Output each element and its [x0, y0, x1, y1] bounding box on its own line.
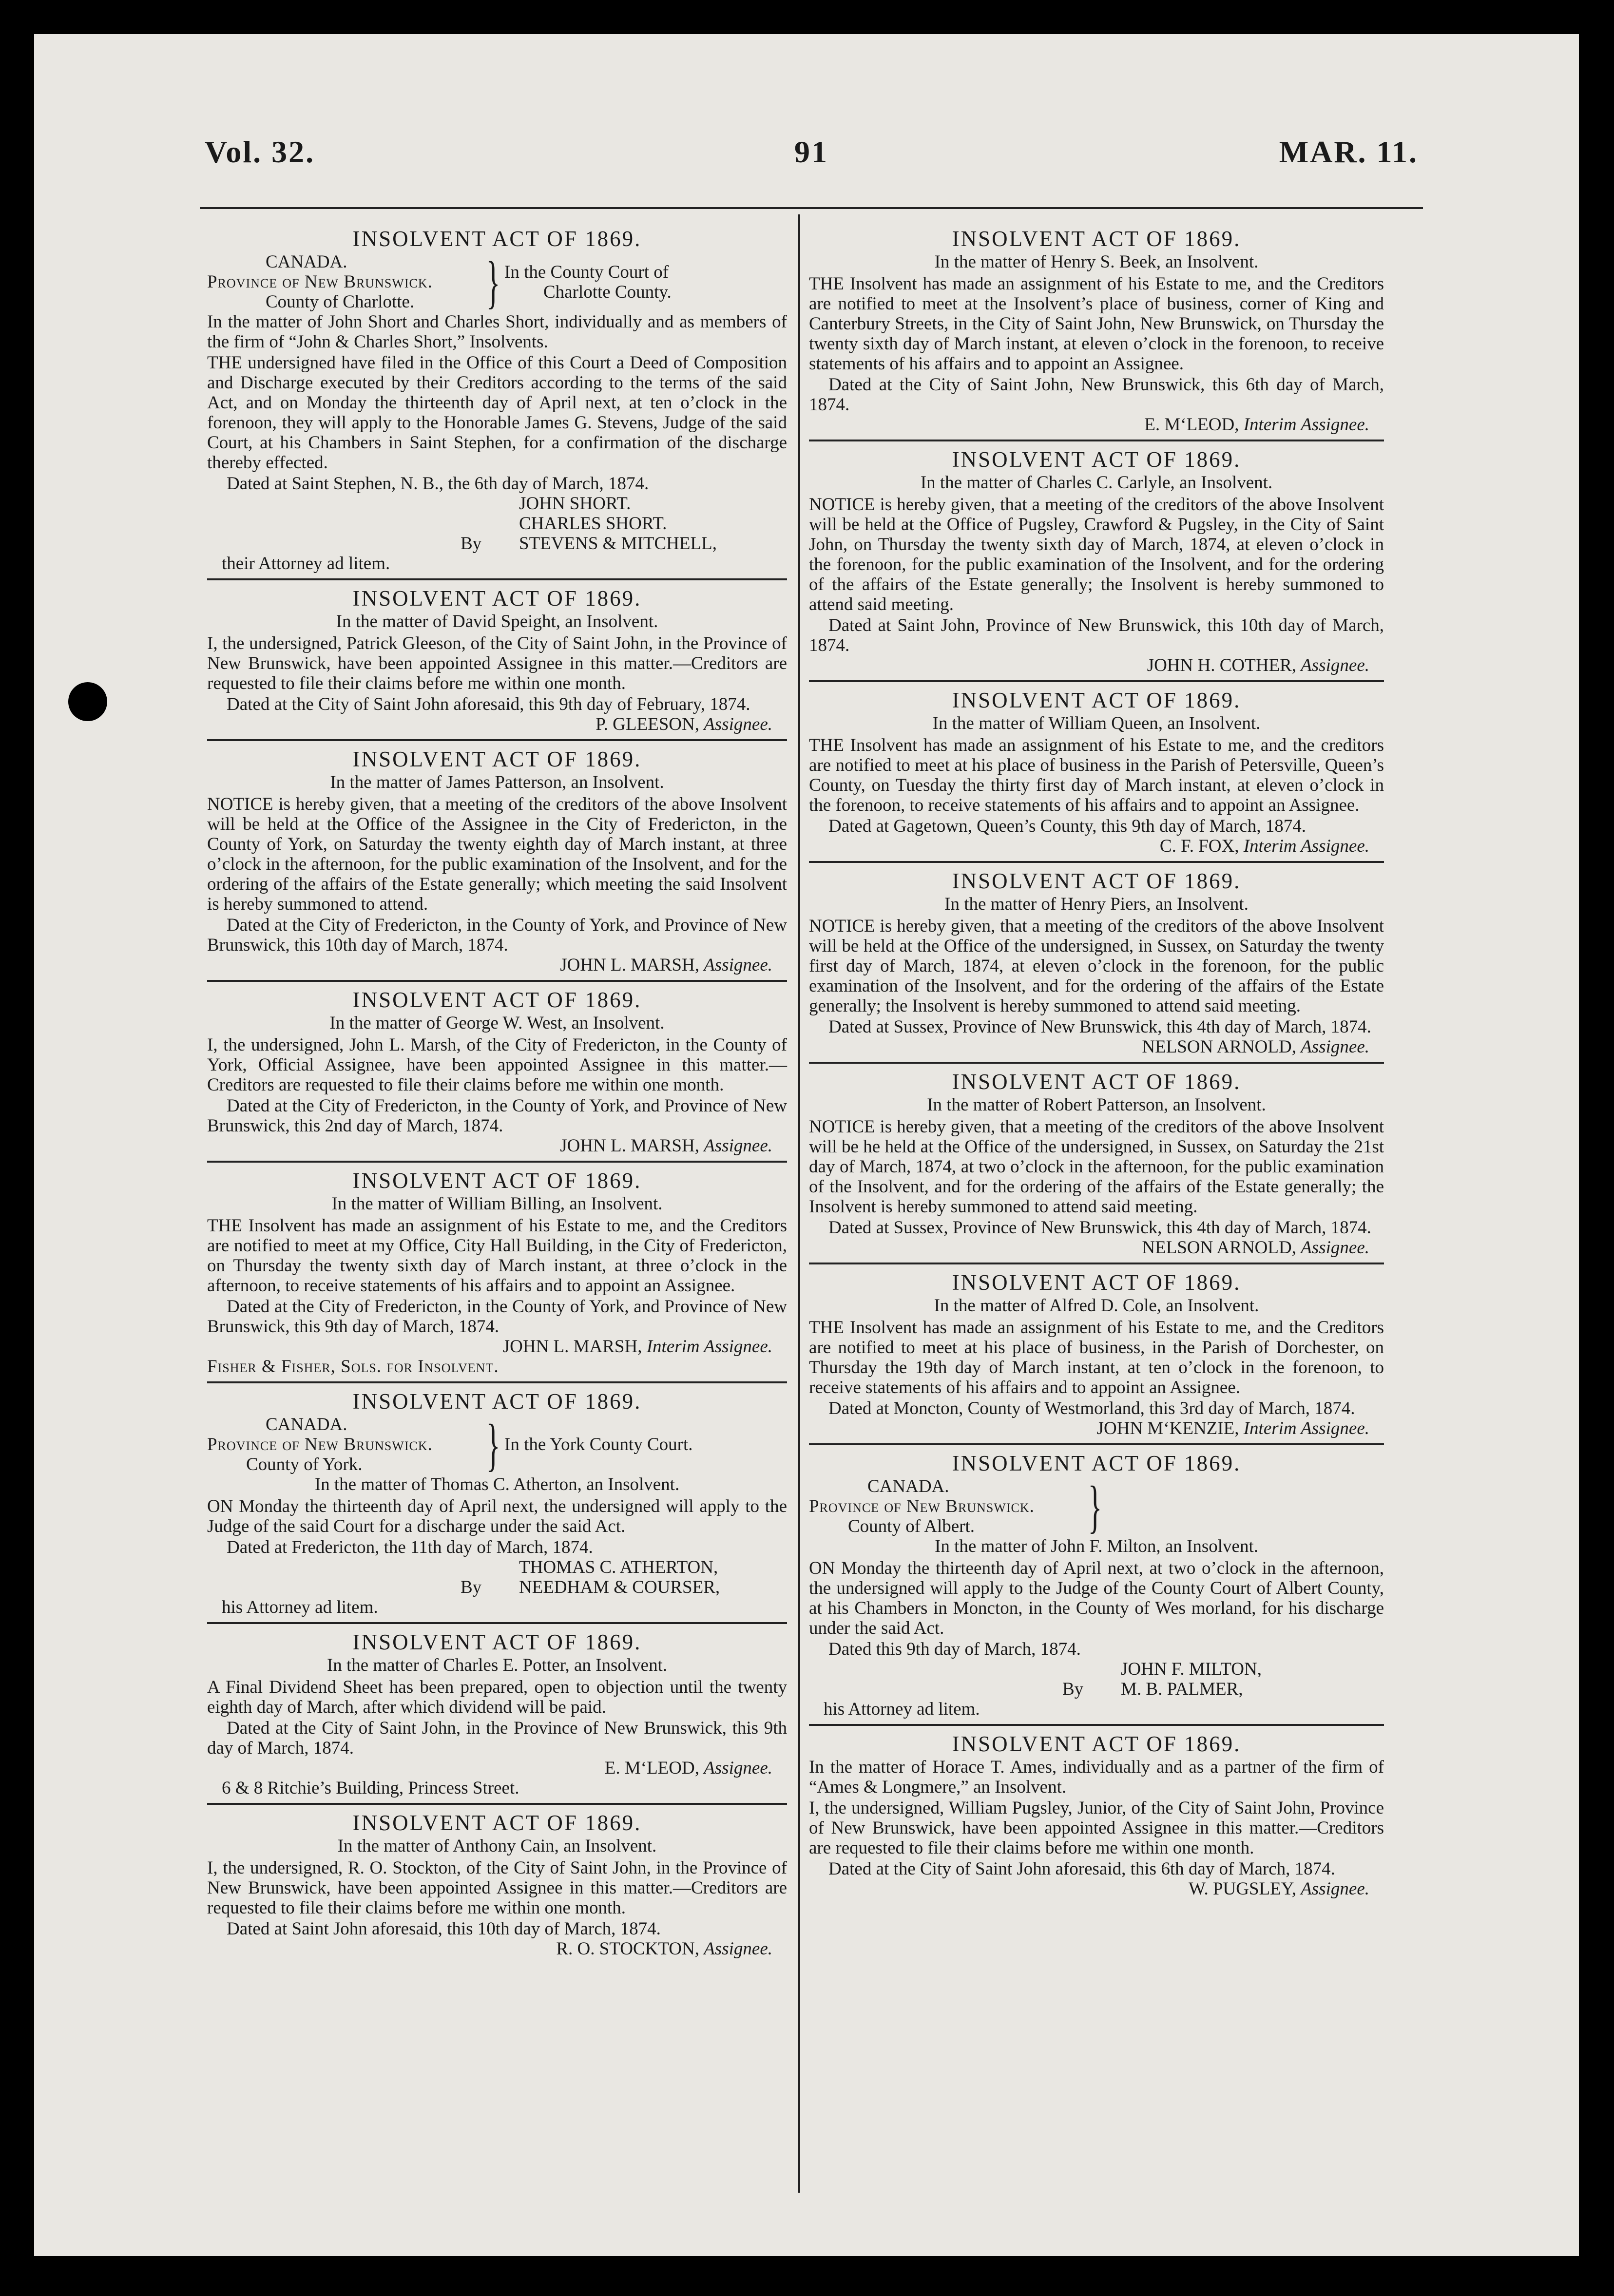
notice-dated: Dated at the City of Saint John aforesaid, this 9th day of February, 1874.	[227, 694, 750, 714]
notice-body: I, the undersigned, Patrick Gleeson, of the City of Saint John, in the Province of New Brunswick, have been appointed Assignee in this matter.—Creditors are requested to file their claims before me within one month.	[207, 633, 787, 693]
signature: THOMAS C. ATHERTON,	[519, 1557, 718, 1577]
signature	[809, 836, 1384, 856]
notice-body: I, the undersigned, William Pugsley, Junior, of the City of Saint John, Province of New Brunswick, have been appointed Assignee in this matter.—Creditors are requested to file their claims before me within one month.	[809, 1798, 1384, 1858]
notice-dated: Dated at Sussex, Province of New Brunswick, this 4th day of March, 1874.	[828, 1017, 1371, 1037]
assignee-name: NELSON ARNOLD,	[1142, 1238, 1296, 1258]
by-label: By	[1062, 1679, 1084, 1699]
assignee-role: Interim Assignee.	[646, 1337, 772, 1357]
notice-dated: Dated at the City of Fredericton, in the County of York, and Province of New Brunswick, this 10th day of March, 1874.	[207, 915, 787, 955]
assignee-role: Assignee.	[704, 1758, 772, 1778]
notice-matter: In the matter of Horace T. Ames, individually and as a partner of the firm of “Ames & Longmere,” an Insolvent.	[809, 1757, 1384, 1797]
signature: CHARLES SHORT.	[519, 514, 667, 534]
assignee-role: Assignee.	[704, 955, 772, 975]
assignee-role: Interim Assignee.	[1243, 415, 1369, 435]
brace-glyph: }	[1088, 1473, 1102, 1539]
signature-by	[207, 534, 787, 554]
attorney-name: M. B. PALMER,	[1121, 1679, 1243, 1699]
by-label: By	[461, 534, 482, 554]
assignee-name: E. M‘LEOD,	[604, 1758, 699, 1778]
notice-title: INSOLVENT ACT OF 1869.	[952, 1451, 1241, 1475]
assignee-name: NELSON ARNOLD,	[1142, 1037, 1296, 1057]
court-name-2: Charlotte County.	[543, 282, 672, 302]
notice-matter: In the matter of David Speight, an Insolvent.	[336, 612, 658, 631]
notice-matter: In the matter of Robert Patterson, an Insolvent.	[927, 1095, 1266, 1115]
notice-matter: In the matter of Henry Piers, an Insolvent.	[944, 894, 1249, 914]
notice-speight	[207, 578, 787, 734]
notice-body: THE Insolvent has made an assignment of his Estate to me, and the creditors are notified to meet at his place of business in the Parish of Petersville, Queen’s County, on Tuesday the thirty first day of March instant, at eleven o’clock in the forenoon, to receive statements of his affairs and to appoint an Assignee.	[809, 735, 1384, 815]
notice-matter: In the matter of William Billing, an Insolvent.	[331, 1194, 663, 1214]
notice-matter: In the matter of George W. West, an Insolvent.	[329, 1013, 665, 1033]
assignee-name: JOHN L. MARSH,	[560, 955, 699, 975]
assignee-role: Assignee.	[1301, 1238, 1369, 1258]
notice-body: NOTICE is hereby given, that a meeting of the creditors of the above Insolvent will be held at the Office of the Assignee in the City of Fredericton, in the County of York, on Saturday the twenty eighth day of March instant, at three o’clock in the afternoon, for the public examination of the Insolvent, and for the ordering of the affairs of the Estate generally; which meeting the said Insolvent is hereby summoned to attend.	[207, 794, 787, 914]
notice-title: INSOLVENT ACT OF 1869.	[352, 1389, 642, 1414]
notice-title: INSOLVENT ACT OF 1869.	[352, 747, 642, 771]
notice-ames	[809, 1724, 1384, 1899]
notice-milton	[809, 1443, 1384, 1719]
court-caption	[809, 1473, 1384, 1539]
notice-body: ON Monday the thirteenth day of April next, the undersigned will apply to the Judge of the said Court for a discharge under the said Act.	[207, 1496, 787, 1536]
assignee-name: W. PUGSLEY,	[1188, 1879, 1296, 1899]
signature-by	[809, 1679, 1384, 1699]
notice-matter: In the matter of Charles E. Potter, an Insolvent.	[327, 1655, 668, 1675]
assignee-name: JOHN L. MARSH,	[502, 1337, 642, 1357]
header-rule	[200, 207, 1423, 209]
signature	[207, 714, 787, 734]
assignee-role: Interim Assignee.	[1243, 1418, 1369, 1438]
notice-body: NOTICE is hereby given, that a meeting of the creditors of the above Insolvent will be he held at the Office of the undersigned, in Sussex, on Saturday the 21st day of March, 1874, at two o’clock in the afternoon, for the public examination of the Insolvent, and for the ordering of the affairs of the Estate generally; the Insolvent is hereby summoned to attend said meeting.	[809, 1117, 1384, 1217]
brace-glyph: }	[486, 249, 500, 314]
assignee-address: 6 & 8 Ritchie’s Building, Princess Street.	[222, 1778, 519, 1798]
assignee-name: JOHN L. MARSH,	[560, 1136, 699, 1156]
notice-matter: In the matter of James Patterson, an Insolvent.	[330, 772, 664, 792]
signature: JOHN F. MILTON,	[1121, 1659, 1262, 1679]
notice-dated: Dated at the City of Fredericton, in the County of York, and Province of New Brunswick, this 2nd day of March, 1874.	[207, 1096, 787, 1136]
signature	[207, 1939, 787, 1959]
jurisdiction: CANADA.	[867, 1476, 949, 1496]
signature	[207, 1337, 787, 1357]
notice-short	[207, 227, 787, 574]
notice-body: I, the undersigned, John L. Marsh, of the City of Fredericton, in the County of York, Official Assignee, have been appointed Assignee in this matter.—Creditors are requested to file their claims before me within one month.	[207, 1035, 787, 1095]
assignee-name: JOHN M‘KENZIE,	[1096, 1418, 1239, 1438]
notice-matter: In the matter of Henry S. Beek, an Insolvent.	[934, 252, 1259, 272]
by-label: By	[461, 1577, 482, 1597]
page-number: 91	[794, 134, 828, 169]
attorney-role: his Attorney ad litem.	[824, 1699, 980, 1719]
issue-date: MAR. 11.	[1279, 134, 1418, 169]
notice-dated: Dated at the City of Fredericton, in the County of York, and Province of New Brunswick, this 9th day of March, 1874.	[207, 1297, 787, 1337]
signature	[809, 1037, 1384, 1057]
assignee-name: E. M‘LEOD,	[1144, 415, 1239, 435]
notice-carlyle	[809, 440, 1384, 675]
signature	[207, 955, 787, 975]
signature	[809, 655, 1384, 675]
assignee-role: Assignee.	[1301, 1879, 1369, 1899]
county: County of Albert.	[848, 1516, 975, 1536]
notice-queen	[809, 680, 1384, 856]
assignee-name: C. F. FOX,	[1159, 836, 1239, 856]
notice-matter: In the matter of John Short and Charles Short, individually and as members of the firm of “John & Charles Short,” Insolvents.	[207, 312, 787, 352]
jurisdiction: CANADA.	[266, 252, 347, 272]
notice-dated: Dated at Sussex, Province of New Brunswick, this 4th day of March, 1874.	[828, 1218, 1371, 1238]
notice-title: INSOLVENT ACT OF 1869.	[952, 869, 1241, 893]
notice-dated: Dated at Saint John, Province of New Brunswick, this 10th day of March, 1874.	[809, 615, 1384, 655]
brace-glyph: }	[486, 1412, 500, 1477]
notice-dated: Dated at the City of Saint John aforesaid, this 6th day of March, 1874.	[828, 1859, 1335, 1879]
notice-title: INSOLVENT ACT OF 1869.	[352, 988, 642, 1012]
notice-title: INSOLVENT ACT OF 1869.	[952, 688, 1241, 712]
notice-dated: Dated at Moncton, County of Westmorland, this 3rd day of March, 1874.	[828, 1398, 1355, 1418]
notice-title: INSOLVENT ACT OF 1869.	[952, 1270, 1241, 1295]
notice-title: INSOLVENT ACT OF 1869.	[352, 1811, 642, 1835]
signature-by	[207, 1577, 787, 1597]
assignee-role: Interim Assignee.	[1243, 836, 1369, 856]
jurisdiction: CANADA.	[266, 1415, 347, 1435]
signature	[809, 1879, 1384, 1899]
notice-title: INSOLVENT ACT OF 1869.	[952, 227, 1241, 251]
notice-beek	[809, 227, 1384, 435]
notice-dated: Dated at Saint Stephen, N. B., the 6th day of March, 1874.	[227, 474, 649, 494]
notice-body: A Final Dividend Sheet has been prepared, open to objection until the twenty eighth day of March, after which dividend will be paid.	[207, 1677, 787, 1717]
court-name: In the County Court of	[504, 262, 669, 282]
column-divider	[798, 214, 800, 2193]
signature	[809, 415, 1384, 435]
notice-dated: Dated at the City of Saint John, New Brunswick, this 6th day of March, 1874.	[809, 375, 1384, 415]
province: Province of New Brunswick.	[207, 272, 433, 292]
assignee-name: R. O. STOCKTON,	[556, 1939, 699, 1959]
page-header	[205, 134, 1418, 183]
notice-title: INSOLVENT ACT OF 1869.	[952, 1732, 1241, 1756]
assignee-role: Assignee.	[704, 714, 772, 734]
notice-west	[207, 980, 787, 1156]
assignee-role: Assignee.	[1301, 655, 1369, 675]
notice-billing	[207, 1161, 787, 1377]
signature	[207, 1136, 787, 1156]
notice-robert-patterson	[809, 1062, 1384, 1258]
signature	[809, 1418, 1384, 1438]
signature: JOHN SHORT.	[519, 494, 631, 514]
notice-body: NOTICE is hereby given, that a meeting of the creditors of the above Insolvent will be held at the Office of Pugsley, Crawford & Pugsley, in the City of Saint John, on Thursday the twenty sixth day of March, 1874, at eleven o’clock in the forenoon, for the public examination of the Insolvent, and for the ordering of the affairs of the Estate generally; the Insolvent is hereby summoned to attend said meeting.	[809, 495, 1384, 614]
court-caption	[207, 1412, 787, 1477]
notice-title: INSOLVENT ACT OF 1869.	[352, 1168, 642, 1193]
attorney-name: STEVENS & MITCHELL,	[519, 534, 717, 554]
notice-body: NOTICE is hereby given, that a meeting of the creditors of the above Insolvent will be held at the Office of the undersigned, in Sussex, on Saturday the twenty first day of March, 1874, at eleven o’clock in the forenoon, for the public examination of the Insolvent, and for the ordering of the affairs of the Estate generally; the Insolvent is hereby summoned to attend said meeting.	[809, 916, 1384, 1016]
signature	[207, 1758, 787, 1778]
notice-atherton	[207, 1381, 787, 1617]
attorney-name: NEEDHAM & COURSER,	[519, 1577, 720, 1597]
assignee-role: Assignee.	[1301, 1037, 1369, 1057]
notice-dated: Dated at Gagetown, Queen’s County, this 9th day of March, 1874.	[828, 816, 1306, 836]
notice-title: INSOLVENT ACT OF 1869.	[352, 227, 642, 251]
court-caption	[207, 249, 787, 314]
signature	[809, 1238, 1384, 1258]
notice-dated: Dated at Saint John aforesaid, this 10th day of March, 1874.	[227, 1919, 661, 1939]
notice-matter: In the matter of John F. Milton, an Insolvent.	[935, 1536, 1258, 1556]
solicitors: Fisher & Fisher, Sols. for Insolvent.	[207, 1357, 499, 1377]
notice-cain	[207, 1803, 787, 1959]
province: Province of New Brunswick.	[207, 1435, 433, 1454]
notice-potter	[207, 1622, 787, 1798]
notice-dated: Dated at the City of Saint John, in the Province of New Brunswick, this 9th day of March, 1874.	[207, 1718, 787, 1758]
notice-james-patterson	[207, 739, 787, 975]
notice-matter: In the matter of Anthony Cain, an Insolvent.	[337, 1836, 657, 1856]
notice-body: THE Insolvent has made an assignment of his Estate to me, and the Creditors are notified to meet at the Insolvent’s place of business, corner of King and Canterbury Streets, in the City of Saint John, New Brunswick, on Thursday the twenty sixth day of March instant, at eleven o’clock in the forenoon, to receive statements of his affairs and to appoint an Assignee.	[809, 274, 1384, 374]
notice-matter: In the matter of Alfred D. Cole, an Insolvent.	[934, 1296, 1259, 1316]
notice-matter: In the matter of William Queen, an Insolvent.	[932, 713, 1261, 733]
assignee-name: P. GLEESON,	[596, 714, 699, 734]
notice-matter: In the matter of Charles C. Carlyle, an Insolvent.	[920, 473, 1273, 493]
gazette-page	[34, 34, 1579, 2256]
county: County of Charlotte.	[266, 292, 415, 312]
notice-body: I, the undersigned, R. O. Stockton, of the City of Saint John, in the Province of New Brunswick, have been appointed Assignee in this matter.—Creditors are requested to file their claims before me within one month.	[207, 1858, 787, 1918]
notice-title: INSOLVENT ACT OF 1869.	[952, 1070, 1241, 1094]
notice-body: THE undersigned have filed in the Office of this Court a Deed of Composition and Discharge executed by their Creditors according to the terms of the said Act, and on Monday the thirteenth day of April next, at ten o’clock in the forenoon, they will apply to the Honorable James G. Stevens, Judge of the said Court, at his Chambers in Saint Stephen, for a confirmation of the discharge thereby effected.	[207, 353, 787, 473]
notice-body: ON Monday the thirteenth day of April next, at two o’clock in the afternoon, the undersigned will apply to the Judge of the County Court of Albert County, at his Chambers in Moncton, in the County of Wes morland, for his discharge under the said Act.	[809, 1558, 1384, 1638]
right-column	[809, 227, 1384, 1899]
notice-matter: In the matter of Thomas C. Atherton, an Insolvent.	[314, 1474, 680, 1494]
attorney-role: his Attorney ad litem.	[222, 1597, 378, 1617]
notice-dated: Dated this 9th day of March, 1874.	[828, 1639, 1081, 1659]
notice-title: INSOLVENT ACT OF 1869.	[352, 1630, 642, 1654]
notice-title: INSOLVENT ACT OF 1869.	[952, 447, 1241, 472]
notice-title: INSOLVENT ACT OF 1869.	[352, 586, 642, 611]
notice-dated: Dated at Fredericton, the 11th day of March, 1874.	[227, 1537, 593, 1557]
notice-cole	[809, 1263, 1384, 1438]
province: Province of New Brunswick.	[809, 1496, 1035, 1516]
assignee-role: Assignee.	[704, 1136, 772, 1156]
notice-piers	[809, 861, 1384, 1057]
binding-hole	[68, 682, 107, 721]
county: County of York.	[246, 1454, 363, 1474]
court-name: In the York County Court.	[504, 1435, 693, 1454]
assignee-name: JOHN H. COTHER,	[1147, 655, 1296, 675]
left-column	[207, 227, 787, 1959]
notice-body: THE Insolvent has made an assignment of his Estate to me, and the Creditors are notified to meet at his place of business, in the Parish of Dorchester, on Thursday the 19th day of March instant, at ten o’clock in the forenoon, to receive statements of his affairs and to appoint an Assignee.	[809, 1318, 1384, 1397]
attorney-role: their Attorney ad litem.	[222, 554, 390, 574]
assignee-role: Assignee.	[704, 1939, 772, 1959]
notice-body: THE Insolvent has made an assignment of his Estate to me, and the Creditors are notified to meet at my Office, City Hall Building, in the City of Fredericton, on Thursday the twenty sixth day of March instant, at three o’clock in the afternoon, to receive statements of his affairs and to appoint an Assignee.	[207, 1216, 787, 1296]
volume-number: Vol. 32.	[205, 134, 315, 169]
